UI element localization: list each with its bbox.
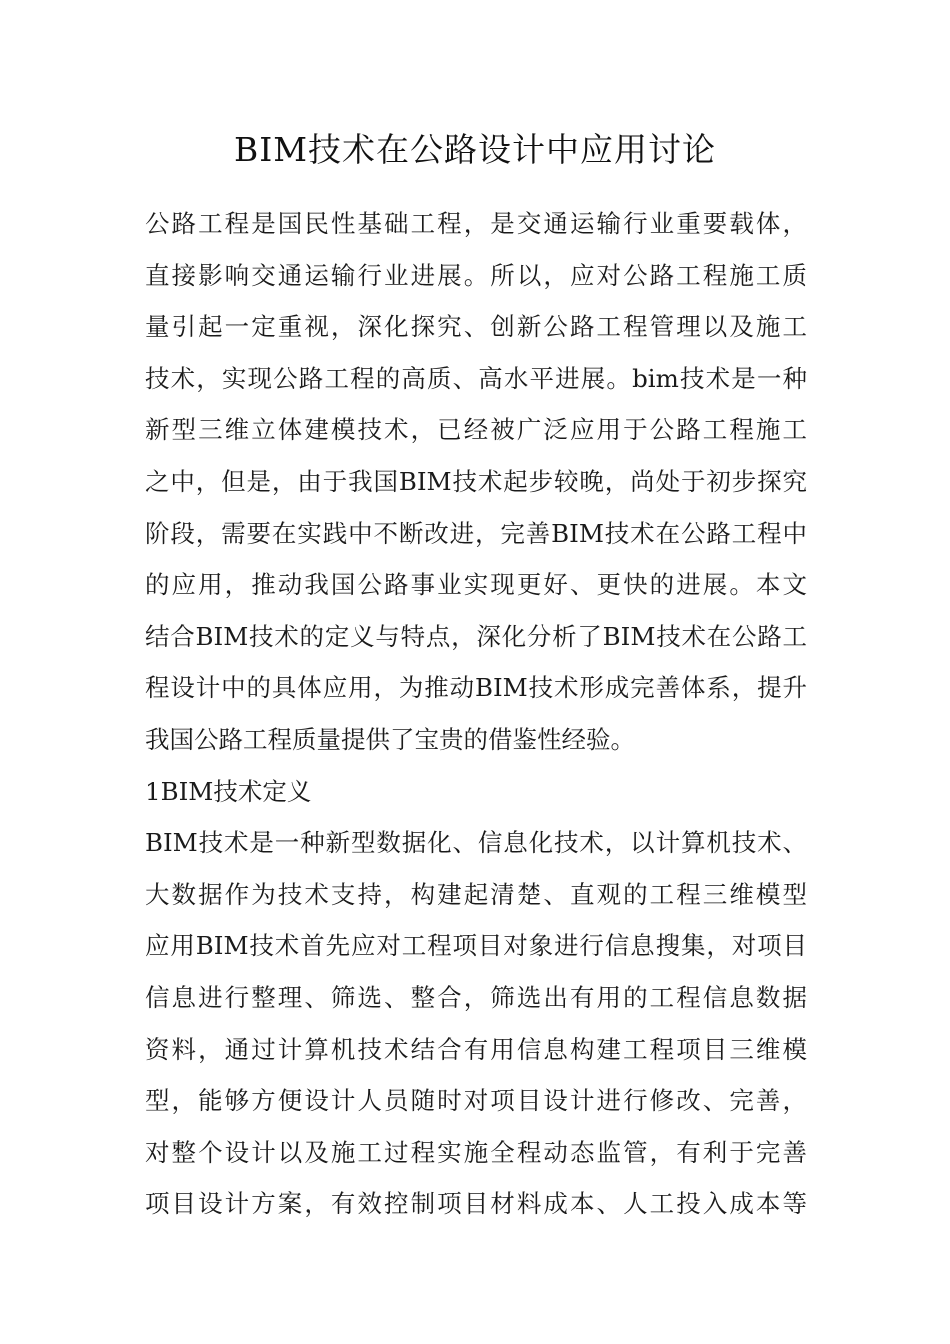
- text-line: 大数据作为技术支持，构建起清楚、直观的工程三维模型: [145, 879, 807, 909]
- text-line: 量引起一定重视，深化探究、创新公路工程管理以及施工: [145, 312, 807, 342]
- text-line: 资料，通过计算机技术结合有用信息构建工程项目三维模: [145, 1034, 807, 1064]
- document-title: BIM技术在公路设计中应用讨论: [233, 130, 717, 169]
- paragraph-intro: [145, 198, 807, 766]
- text-line: 项目设计方案，有效控制项目材料成本、人工投入成本等: [145, 1189, 807, 1219]
- text-line: 结合BIM技术的定义与特点，深化分析了BIM技术在公路工: [145, 621, 807, 651]
- section-heading: 1BIM技术定义: [145, 776, 312, 806]
- text-line: 信息进行整理、筛选、整合，筛选出有用的工程信息数据: [145, 982, 807, 1012]
- paragraph-bim-definition: [145, 817, 807, 1230]
- text-line: 我国公路工程质量提供了宝贵的借鉴性经验。: [145, 724, 635, 754]
- text-line: 型，能够方便设计人员随时对项目设计进行修改、完善，: [145, 1086, 807, 1116]
- text-line: 之中，但是，由于我国BIM技术起步较晚，尚处于初步探究: [145, 466, 807, 496]
- text-line: 阶段，需要在实践中不断改进，完善BIM技术在公路工程中: [145, 518, 807, 548]
- text-line: 新型三维立体建模技术，已经被广泛应用于公路工程施工: [145, 415, 807, 445]
- document-body: [145, 198, 807, 1230]
- text-line: BIM技术是一种新型数据化、信息化技术，以计算机技术、: [145, 828, 807, 858]
- text-line: 应用BIM技术首先应对工程项目对象进行信息搜集，对项目: [145, 931, 807, 961]
- text-line: 程设计中的具体应用，为推动BIM技术形成完善体系，提升: [145, 673, 807, 703]
- text-line: 的应用，推动我国公路事业实现更好、更快的进展。本文: [145, 570, 807, 600]
- text-line: 技术，实现公路工程的高质、高水平进展。bim技术是一种: [145, 363, 807, 393]
- text-line: 公路工程是国民性基础工程，是交通运输行业重要载体，: [145, 209, 807, 238]
- text-line: 直接影响交通运输行业进展。所以，应对公路工程施工质: [145, 260, 807, 290]
- text-line: 对整个设计以及施工过程实施全程动态监管，有利于完善: [145, 1137, 807, 1167]
